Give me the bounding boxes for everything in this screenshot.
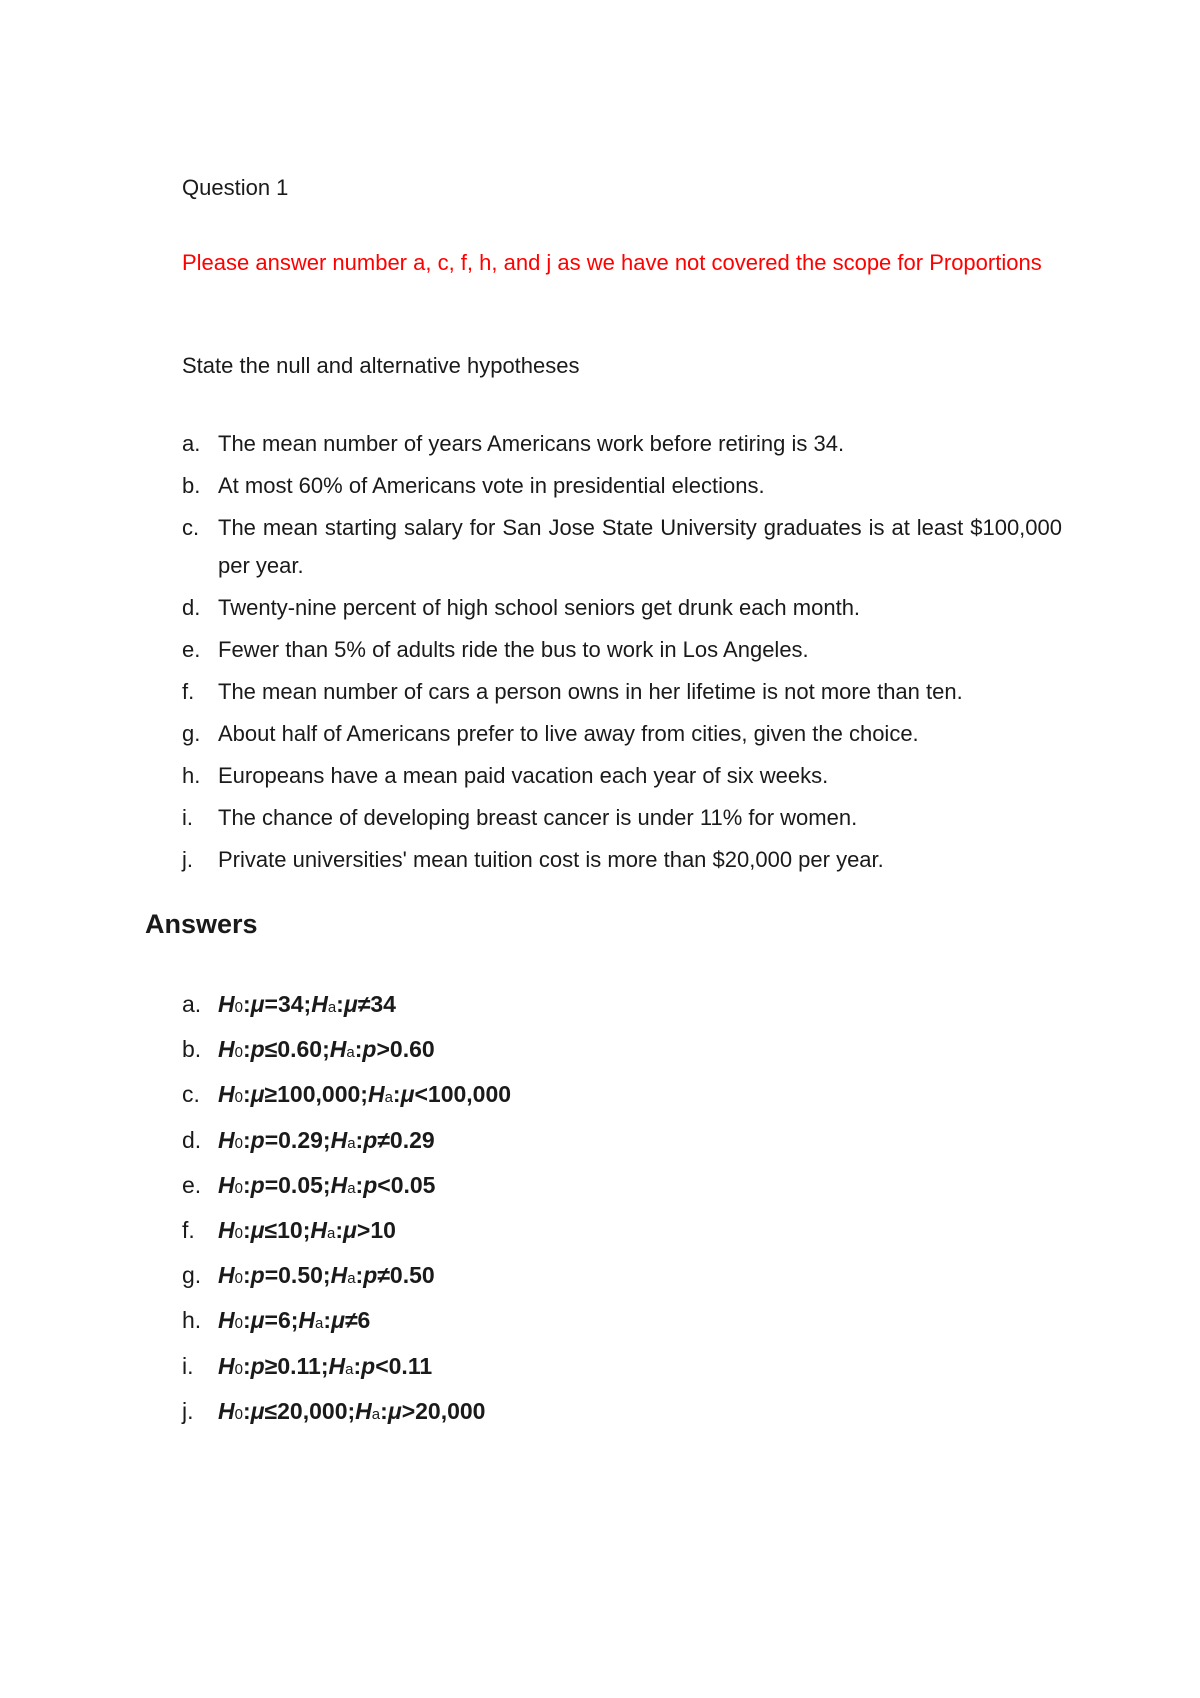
question-item: [182, 839, 1062, 881]
null-subscript: 0: [234, 1179, 243, 1197]
null-h-symbol: H: [218, 1036, 235, 1063]
alt-relation: >0.60: [376, 1036, 435, 1063]
answer-letter: j.: [182, 1397, 194, 1424]
alt-parameter: p: [363, 1262, 378, 1289]
hypothesis-pair: [218, 1217, 396, 1244]
item-text: The chance of developing breast cancer is under 11% for women.: [218, 805, 858, 830]
alt-subscript: a: [347, 1270, 356, 1288]
alt-h-symbol: H: [310, 1217, 328, 1244]
alt-subscript: a: [347, 1179, 356, 1197]
null-relation: ≤0.60: [264, 1036, 323, 1063]
colon: :: [242, 1262, 251, 1289]
null-h-symbol: H: [218, 991, 235, 1018]
question-list: [182, 423, 1062, 881]
alt-subscript: a: [345, 1360, 354, 1378]
alt-parameter: p: [361, 1352, 376, 1379]
alt-subscript: a: [346, 1044, 355, 1062]
null-parameter: p: [250, 1352, 265, 1379]
null-relation: ≤10: [264, 1217, 303, 1244]
alt-h-symbol: H: [328, 1352, 346, 1379]
alt-subscript: a: [327, 1225, 336, 1243]
alt-subscript: a: [371, 1405, 381, 1423]
item-letter: g.: [182, 721, 201, 746]
alt-relation: <0.05: [377, 1171, 436, 1198]
separator: ;: [322, 1126, 331, 1153]
null-subscript: 0: [234, 1134, 243, 1152]
colon: :: [242, 991, 251, 1018]
alt-relation: ≠34: [357, 991, 396, 1018]
colon: :: [242, 1126, 251, 1153]
colon: :: [392, 1081, 401, 1108]
answer-item: [182, 1163, 511, 1208]
hypothesis-pair: [218, 1353, 432, 1380]
null-parameter: p: [250, 1262, 265, 1289]
null-subscript: 0: [234, 999, 243, 1017]
answer-item: [182, 1253, 511, 1298]
question-item: [182, 587, 1062, 629]
colon: :: [242, 1036, 251, 1063]
colon: :: [242, 1397, 251, 1424]
alt-relation: <0.11: [375, 1352, 433, 1379]
null-h-symbol: H: [218, 1352, 235, 1379]
null-parameter: μ: [250, 991, 265, 1018]
alt-parameter: p: [363, 1171, 378, 1198]
separator: ;: [322, 1036, 330, 1063]
separator: ;: [322, 1262, 331, 1289]
null-relation: ≤20,000: [264, 1397, 348, 1424]
answer-list: [182, 982, 511, 1434]
colon: :: [355, 1126, 364, 1153]
separator: ;: [302, 1217, 311, 1244]
colon: :: [354, 1036, 363, 1063]
null-subscript: 0: [234, 1315, 243, 1333]
null-parameter: μ: [250, 1307, 265, 1334]
item-letter: j.: [182, 847, 193, 872]
alt-parameter: μ: [343, 1217, 357, 1244]
item-text: The mean number of cars a person owns in her lifetime is not more than ten.: [218, 679, 963, 704]
alt-parameter: μ: [343, 991, 358, 1018]
hypothesis-pair: [218, 1307, 370, 1334]
alt-parameter: p: [363, 1126, 378, 1153]
null-subscript: 0: [234, 1405, 243, 1423]
answer-item: [182, 1072, 511, 1117]
item-letter: c.: [182, 515, 200, 540]
answer-item: [182, 1298, 511, 1343]
null-relation: =0.50: [264, 1262, 323, 1289]
item-text: Private universities' mean tuition cost is more than $20,000 per year.: [218, 847, 884, 872]
question-instruction: State the null and alternative hypotheses: [182, 353, 580, 378]
answer-item: [182, 1389, 511, 1434]
null-relation: =0.29: [264, 1126, 323, 1153]
question-item: [182, 671, 1062, 713]
null-subscript: 0: [234, 1360, 243, 1378]
null-relation: =6: [264, 1307, 291, 1334]
item-text: About half of Americans prefer to live away from cities, given the choice.: [218, 721, 919, 746]
null-parameter: p: [250, 1171, 265, 1198]
colon: :: [335, 1217, 344, 1244]
hypothesis-pair: [218, 1081, 511, 1108]
item-letter: h.: [182, 763, 201, 788]
alt-subscript: a: [384, 1089, 393, 1107]
null-subscript: 0: [234, 1270, 243, 1288]
answer-item: [182, 982, 511, 1027]
null-relation: =34: [264, 991, 304, 1018]
item-letter: d.: [182, 595, 201, 620]
alt-h-symbol: H: [355, 1397, 372, 1424]
alt-h-symbol: H: [330, 1171, 348, 1198]
separator: ;: [320, 1352, 329, 1379]
alt-relation: ≠6: [344, 1307, 371, 1334]
separator: ;: [347, 1397, 356, 1424]
hypothesis-pair: [218, 991, 396, 1018]
null-h-symbol: H: [218, 1171, 235, 1198]
question-title: Question 1: [182, 175, 289, 200]
question-item: [182, 755, 1062, 797]
colon: :: [355, 1171, 364, 1198]
answer-letter: d.: [182, 1126, 202, 1153]
item-text: Fewer than 5% of adults ride the bus to work in Los Angeles.: [218, 637, 809, 662]
alt-relation: >10: [356, 1217, 396, 1244]
answer-item: [182, 1344, 511, 1389]
item-letter: e.: [182, 637, 201, 662]
answers-heading: Answers: [145, 909, 258, 939]
item-letter: b.: [182, 473, 201, 498]
alt-subscript: a: [315, 1315, 324, 1333]
null-h-symbol: H: [218, 1081, 235, 1108]
alt-parameter: μ: [387, 1397, 402, 1424]
hypothesis-pair: [218, 1398, 485, 1425]
alt-relation: ≠0.50: [377, 1262, 435, 1289]
separator: ;: [322, 1171, 331, 1198]
answer-letter: g.: [182, 1262, 202, 1289]
null-h-symbol: H: [218, 1397, 235, 1424]
null-parameter: μ: [250, 1217, 265, 1244]
colon: :: [353, 1352, 362, 1379]
question-item: [182, 507, 1062, 587]
item-text: The mean starting salary for San Jose State University graduates is at least $100,000 per year.: [218, 515, 1062, 578]
null-relation: ≥100,000: [264, 1081, 361, 1108]
alt-subscript: a: [347, 1134, 356, 1152]
hypothesis-pair: [218, 1262, 435, 1289]
answer-letter: a.: [182, 991, 202, 1018]
alt-parameter: μ: [400, 1081, 415, 1108]
alt-h-symbol: H: [367, 1081, 385, 1108]
hypothesis-pair: [218, 1127, 435, 1154]
null-h-symbol: H: [218, 1126, 235, 1153]
answer-letter: i.: [182, 1352, 194, 1379]
question-item: [182, 797, 1062, 839]
answer-item: [182, 1027, 511, 1072]
item-letter: a.: [182, 431, 201, 456]
colon: :: [336, 991, 344, 1018]
colon: :: [355, 1262, 364, 1289]
alt-h-symbol: H: [330, 1262, 348, 1289]
null-parameter: μ: [250, 1397, 265, 1424]
colon: :: [323, 1307, 332, 1334]
colon: :: [242, 1171, 251, 1198]
null-subscript: 0: [234, 1044, 243, 1062]
question-item: [182, 423, 1062, 465]
alt-relation: ≠0.29: [377, 1126, 435, 1153]
separator: ;: [290, 1307, 299, 1334]
alt-subscript: a: [327, 999, 337, 1017]
colon: :: [242, 1307, 251, 1334]
null-h-symbol: H: [218, 1217, 235, 1244]
answer-letter: h.: [182, 1307, 202, 1334]
null-subscript: 0: [234, 1225, 243, 1243]
null-relation: =0.05: [264, 1171, 323, 1198]
instructor-note: Please answer number a, c, f, h, and j as we have not covered the scope for Proportions: [182, 250, 1042, 275]
null-h-symbol: H: [218, 1307, 235, 1334]
hypothesis-pair: [218, 1172, 435, 1199]
null-parameter: μ: [250, 1081, 265, 1108]
question-item: [182, 629, 1062, 671]
alt-relation: <100,000: [414, 1081, 512, 1108]
null-subscript: 0: [234, 1089, 243, 1107]
alt-parameter: μ: [331, 1307, 345, 1334]
question-item: [182, 713, 1062, 755]
separator: ;: [360, 1081, 368, 1108]
answer-item: [182, 1208, 511, 1253]
null-parameter: p: [250, 1036, 265, 1063]
null-h-symbol: H: [218, 1262, 235, 1289]
alt-h-symbol: H: [298, 1307, 316, 1334]
colon: :: [242, 1217, 251, 1244]
answer-letter: f.: [182, 1217, 195, 1244]
item-text: Europeans have a mean paid vacation each year of six weeks.: [218, 763, 829, 788]
answer-letter: c.: [182, 1081, 200, 1108]
alt-h-symbol: H: [330, 1126, 348, 1153]
colon: :: [380, 1397, 388, 1424]
separator: ;: [303, 991, 312, 1018]
item-text: The mean number of years Americans work before retiring is 34.: [218, 431, 845, 456]
answer-letter: b.: [182, 1036, 202, 1063]
item-letter: i.: [182, 805, 193, 830]
colon: :: [242, 1352, 251, 1379]
hypothesis-pair: [218, 1036, 435, 1063]
answer-item: [182, 1118, 511, 1163]
item-text: Twenty-nine percent of high school seniors get drunk each month.: [218, 595, 861, 620]
answer-letter: e.: [182, 1171, 202, 1198]
null-parameter: p: [250, 1126, 265, 1153]
question-item: [182, 465, 1062, 507]
null-relation: ≥0.11: [264, 1352, 321, 1379]
item-text: At most 60% of Americans vote in presidential elections.: [218, 473, 765, 498]
item-letter: f.: [182, 679, 195, 704]
alt-parameter: p: [362, 1036, 377, 1063]
alt-relation: >20,000: [401, 1397, 486, 1424]
colon: :: [242, 1081, 251, 1108]
alt-h-symbol: H: [311, 991, 328, 1018]
alt-h-symbol: H: [329, 1036, 347, 1063]
